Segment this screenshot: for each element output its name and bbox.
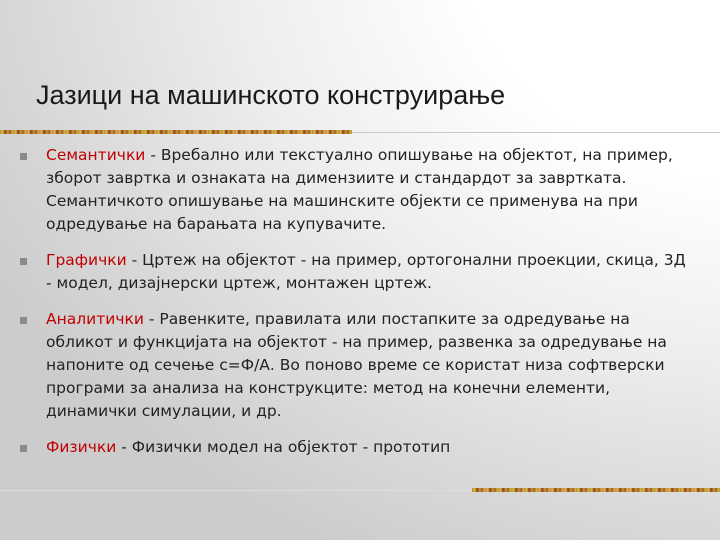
- square-bullet-icon: [20, 258, 27, 265]
- square-bullet-icon: [20, 153, 27, 160]
- item-text: - Вребално или текстуално опишување на објектот, на пример, зборот завртка и ознаката на димензиите и стандардот за завртката. Семантичкото опишување на машинските објекти се применува на при одредување на барањата на купувачите.: [46, 146, 673, 233]
- item-text: - Физички модел на објектот - прототип: [116, 438, 451, 456]
- item-text: - Цртеж на објектот - на пример, ортогонални проекции, скица, 3Д - модел, дизајнерски цртеж, монтажен цртеж.: [46, 251, 686, 292]
- item-term: Графички: [46, 251, 127, 269]
- item-term: Семантички: [46, 146, 146, 164]
- square-bullet-icon: [20, 445, 27, 452]
- title-underline-thin: [352, 132, 720, 133]
- square-bullet-icon: [20, 317, 27, 324]
- title-underline-decoration: [0, 130, 352, 134]
- list-item: [20, 436, 696, 459]
- slide-title: Јазици на машинското конструирање: [36, 80, 506, 110]
- footer-rule-thin: [0, 490, 472, 491]
- item-text: - Равенките, правилата или постапките за одредување на обликот и функцијата на објектот - на пример, развенка за одредување на напоните од сечење с=Ф/А. Во поново време се користат низа софтверски програми за анализа на конструкците: метод на конечни елементи, динамички симулации, и др.: [46, 310, 667, 420]
- list-item: [20, 308, 696, 423]
- item-term: Физички: [46, 438, 117, 456]
- item-term: Аналитички: [46, 310, 144, 328]
- list-item: [20, 249, 696, 295]
- bullet-list: [20, 144, 696, 472]
- list-item: [20, 144, 696, 236]
- footer-rule-decoration: [472, 488, 720, 492]
